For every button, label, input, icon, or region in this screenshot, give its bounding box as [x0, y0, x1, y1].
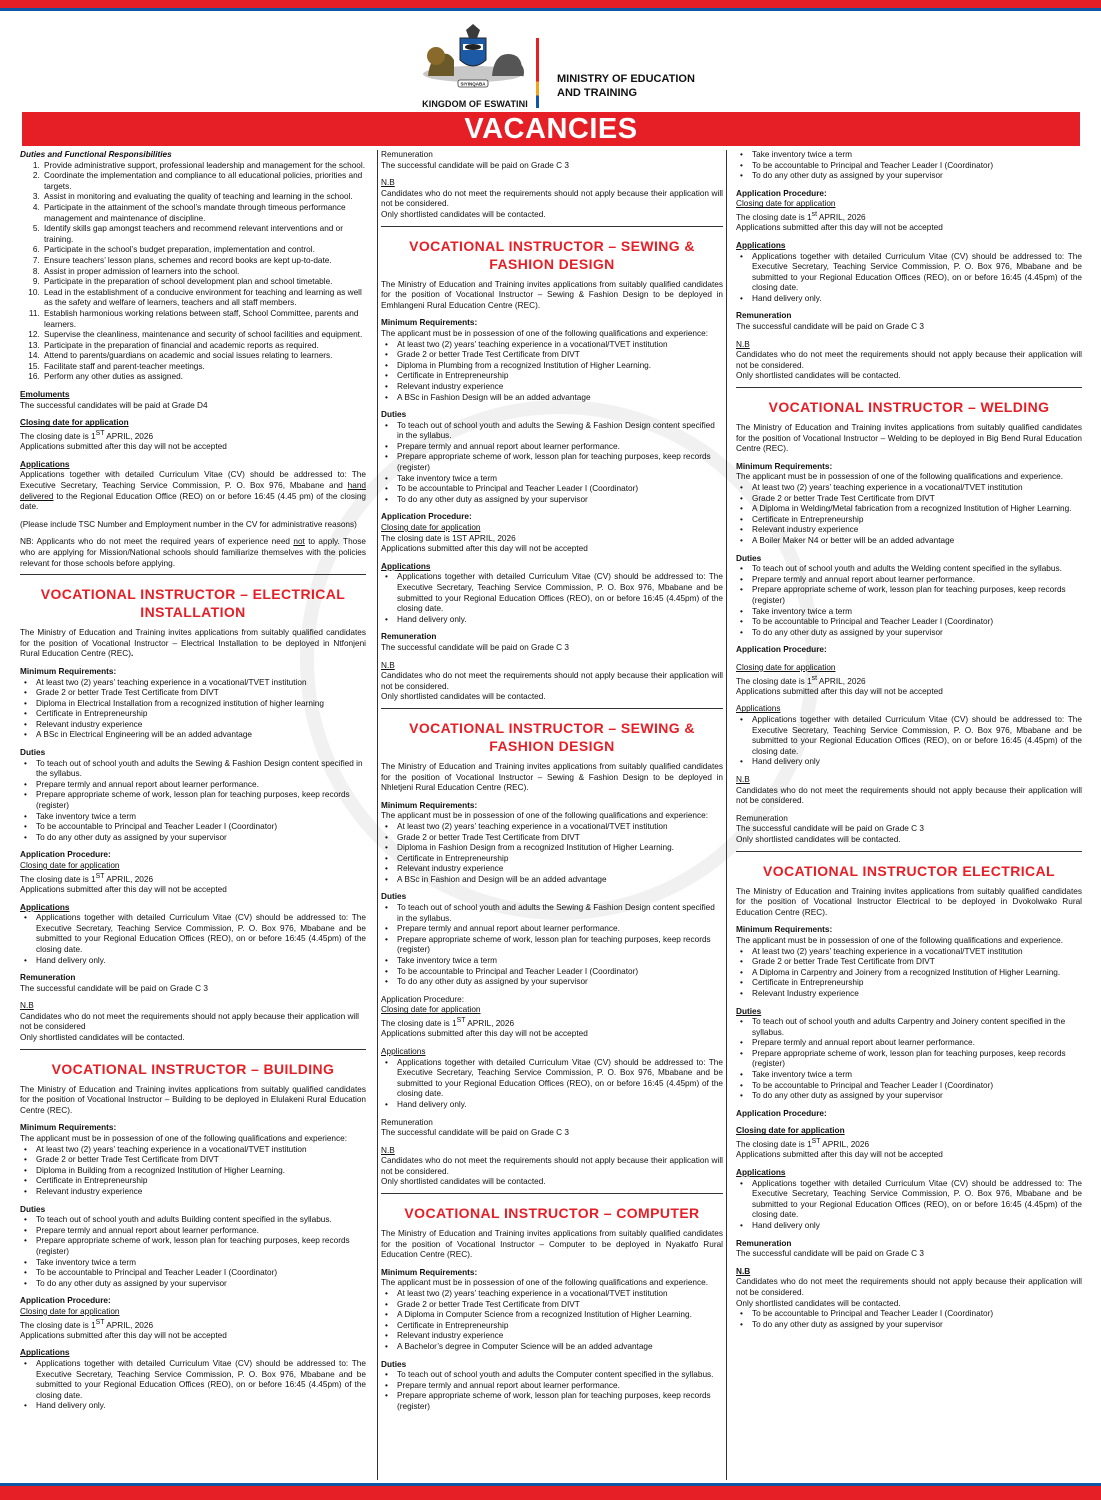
list-item: • To teach out of school youth and adults Carpentry and Joinery content specified in the syllabus. [752, 1017, 1082, 1038]
list-item: 1. Provide administrative support, professional leadership and management for the school. [42, 161, 366, 172]
closing-heading: Closing date for application [736, 199, 836, 209]
applications-heading: Applications [736, 240, 786, 250]
job-intro: The Ministry of Education and Training invites applications from suitably qualified candidates for the position of Vocational Instructor – Computer to be deployed in Nyakatfo Rural Education Centre (REC). [381, 1229, 723, 1260]
list-item: • At least two (2) years’ teaching experience in a vocational/TVET institution [397, 340, 723, 351]
closing-date: The closing date is 1ST APRIL, 2026 [20, 1318, 154, 1330]
list-item: • Applications together with detailed Curriculum Vitae (CV) should be addressed to: The Executive Secretary, Teaching Service Commission, P. O. Box 976, Mbabane and be submitted to your Regional Education Offices (REO), on or before 16:45 (4.45pm) of the closing date. [752, 715, 1082, 757]
nb-text: Candidates who do not meet the requirements should not apply because their application will not be considered. [381, 188, 723, 209]
min-req-heading: Minimum Requirements: [20, 1123, 117, 1133]
applications-list [736, 715, 1082, 768]
job-title-sewing-1: VOCATIONAL INSTRUCTOR – SEWING & FASHION DESIGN [409, 237, 695, 272]
duties-list [736, 150, 1082, 182]
remuneration-heading: Remuneration [736, 1238, 792, 1248]
vacancies-banner: VACANCIES [22, 112, 1080, 146]
remuneration-text: The successful candidate will be paid on Grade C 3 [736, 1249, 925, 1259]
list-item: • Prepare termly and annual report about learner performance. [752, 1038, 1082, 1049]
ministry-line-2: AND TRAINING [557, 87, 638, 99]
applications-heading: Applications [20, 459, 70, 469]
seal-motto: SIYINQABA [460, 81, 486, 87]
job-intro: The Ministry of Education and Training invites applications from suitably qualified candidates for the position of Vocational Instructor – Building to be deployed in Elulakeni Rural Education Centre (REC). [20, 1084, 366, 1115]
list-item: • Prepare termly and annual report about learner performance. [752, 575, 1082, 586]
flag-divider [536, 38, 539, 108]
list-item: • Take inventory twice a term [752, 607, 1082, 618]
list-item: • To be accountable to Principal and Teacher Leader I (Coordinator) [752, 1309, 1082, 1320]
list-item: 10. Lead in the establishment of a conducive environment for teaching and learning as well as the safety and welfare of learners, teachers and all staff members. [42, 288, 366, 309]
list-item: 4. Participate in the attainment of the school’s mandate through timeous performance management and maintenance of discipline. [42, 203, 366, 224]
duties-list [20, 1215, 366, 1289]
header [0, 14, 1101, 110]
remuneration-heading: Remuneration [736, 813, 788, 823]
list-item: • Take inventory twice a term [36, 812, 366, 823]
list-item: • A BSc in Fashion and Design will be an added advantage [397, 875, 723, 886]
list-item: • Certificate in Entrepreneurship [397, 371, 723, 382]
min-req-heading: Minimum Requirements: [736, 461, 833, 471]
closing-note: Applications submitted after this day will not be accepted [20, 1330, 227, 1340]
list-item: • Grade 2 or better Trade Test Certificate from DIVT [36, 688, 366, 699]
job-intro: The Ministry of Education and Training invites applications from suitably qualified candidates for the position of Vocational Instructor Electrical to be deployed in Dvokolwako Rural Education Centre (REC). [736, 886, 1082, 917]
list-item: • Prepare termly and annual report about learner performance. [36, 780, 366, 791]
requirements-list [20, 1145, 366, 1198]
list-item: • A Diploma in Computer Science from a recognized Institution of Higher Learning. [397, 1310, 723, 1321]
list-item: 13. Participate in the preparation of financial and academic reports as required. [42, 341, 366, 352]
job-intro: The Ministry of Education and Training invites applications from suitably qualified candidates for the position of Vocational Instructor – Sewing & Fashion Design to be deployed in Nhletjeni Rural Education Centre (REC). [381, 761, 723, 793]
applications-heading: Applications [736, 1167, 786, 1177]
closing-heading: Closing date for application [20, 418, 129, 428]
list-item: • Prepare appropriate scheme of work, lesson plan for teaching purposes, keep records (register) [397, 935, 723, 956]
list-item: • To teach out of school youth and adults the Computer content specified in the syllabus. [397, 1370, 723, 1381]
list-item: • A Diploma in Welding/Metal fabrication from a recognized Institution of Higher Learning. [752, 504, 1082, 515]
closing-date: The closing date is 1ST APRIL, 2026 [381, 1017, 515, 1028]
list-item: • At least two (2) years’ teaching experience in a vocational/TVET institution [397, 822, 723, 833]
min-req-heading: Minimum Requirements: [381, 318, 478, 328]
closing-heading: Closing date for application [20, 861, 120, 870]
list-item: • At least two (2) years’ teaching experience in a vocational/TVET institution [36, 1145, 366, 1156]
list-item: • A BSc in Fashion Design will be an added advantage [397, 393, 723, 404]
nb-heading: N.B [736, 339, 750, 349]
job-title-welding: VOCATIONAL INSTRUCTOR – WELDING [768, 399, 1050, 416]
shortlist-note: Only shortlisted candidates will be contacted. [381, 209, 546, 219]
nb-heading: N.B [736, 775, 750, 784]
column-1 [20, 150, 366, 1480]
closing-heading: Closing date for application [736, 662, 836, 672]
applications-list [381, 572, 723, 625]
min-req-heading: Minimum Requirements: [381, 1267, 478, 1277]
list-item: • Hand delivery only [752, 757, 1082, 768]
list-item: • Hand delivery only. [36, 956, 366, 967]
min-req-text: The applicant must be in possession of one of the following qualifications and experience. [381, 1278, 708, 1288]
duties-heading: Duties [381, 1359, 407, 1369]
emoluments-heading: Emoluments [20, 390, 70, 400]
duties-heading: Duties [381, 410, 407, 420]
closing-date: The closing date is 1ST APRIL, 2026 [20, 429, 154, 441]
duties-list [381, 1370, 723, 1412]
list-item: • Take inventory twice a term [397, 474, 723, 485]
min-req-heading: Minimum Requirements: [736, 925, 833, 935]
duties-list [20, 161, 366, 383]
nb-text: Candidates who do not meet the requirements should not apply because their application will not be considered [20, 1011, 359, 1032]
applications-heading: Applications [736, 704, 781, 714]
closing-date: The closing date is 1st APRIL, 2026 [736, 210, 866, 222]
list-item: • Certificate in Entrepreneurship [752, 978, 1082, 989]
list-item: • Grade 2 or better Trade Test Certificate from DIVT [397, 1300, 723, 1311]
list-item: 3. Assist in monitoring and evaluating the quality of teaching and learning in the school. [42, 192, 366, 203]
applications-heading: Applications [381, 1046, 426, 1056]
nb-text: Candidates who do not meet the requirements should not apply because their application will not be considered. [381, 1156, 723, 1176]
list-item: • Grade 2 or better Trade Test Certificate from DIVT [397, 350, 723, 361]
list-item: • To be accountable to Principal and Teacher Leader I (Coordinator) [752, 161, 1082, 172]
procedure-heading: Application Procedure: [381, 994, 465, 1004]
list-item: • Prepare appropriate scheme of work, lesson plan for teaching purposes, keep records (register) [752, 1049, 1082, 1070]
nb-note: NB: Applicants who do not meet the required years of experience need not to apply. Those who are applying for Mission/National schools should familiarize themselves with the policies relevant for those schools before applying. [20, 537, 366, 568]
nb-text: Candidates who do not meet the requirements should not apply because their application will not be considered. [736, 350, 1082, 370]
emoluments-text: The successful candidates will be paid at Grade D4 [20, 400, 208, 410]
duties-heading: Duties [736, 1006, 762, 1016]
requirements-list [736, 947, 1082, 1000]
list-item: • Hand delivery only. [397, 615, 723, 626]
min-req-text: The applicant must be in possession of one of the following qualifications and experience: [20, 1134, 347, 1144]
list-item: • Diploma in Plumbing from a recognized Institution of Higher Learning. [397, 361, 723, 372]
list-item: • At least two (2) years’ teaching experience in a vocational/TVET institution [752, 483, 1082, 494]
list-item: • Relevant Industry experience [752, 989, 1082, 1000]
procedure-heading: Application Procedure: [736, 188, 827, 198]
list-item: • Relevant industry experience [397, 864, 723, 875]
list-item: • Prepare termly and annual report about learner performance. [397, 924, 723, 935]
list-item: • To do any other duty as assigned by your supervisor [36, 1279, 366, 1290]
nb-heading: N.B [381, 1145, 395, 1155]
list-item: • Certificate in Entrepreneurship [397, 854, 723, 865]
job-intro: The Ministry of Education and Training invites applications from suitably qualified candidates for the position of Vocational Instructor – Electrical Installation to be deployed in Ntfonjeni Rural Education Centre (REC). [20, 628, 366, 659]
list-item: • Certificate in Entrepreneurship [36, 1176, 366, 1187]
job-title-sewing-2: VOCATIONAL INSTRUCTOR – SEWING & FASHION DESIGN [409, 719, 695, 754]
tsc-note: (Please include TSC Number and Employment number in the CV for administrative reasons) [20, 519, 357, 529]
list-item: • To be accountable to Principal and Teacher Leader I (Coordinator) [36, 822, 366, 833]
list-item: • Prepare appropriate scheme of work, lesson plan for teaching purposes, keep records (register) [397, 452, 723, 473]
job-title-computer: VOCATIONAL INSTRUCTOR – COMPUTER [404, 1205, 700, 1222]
requirements-list [381, 822, 723, 886]
applications-heading: Applications [381, 561, 431, 571]
list-item: • Take inventory twice a term [752, 1070, 1082, 1081]
list-item: • To be accountable to Principal and Teacher Leader I (Coordinator) [752, 1081, 1082, 1092]
list-item: • At least two (2) years’ teaching experience in a vocational/TVET institution [397, 1289, 723, 1300]
nb-heading: N.B [736, 1266, 751, 1276]
procedure-heading: Application Procedure: [20, 1296, 111, 1306]
remuneration-text: The successful candidate will be paid on Grade C 3 [20, 983, 209, 993]
closing-note: Applications submitted after this day will not be accepted [20, 884, 227, 894]
list-item: • To be accountable to Principal and Teacher Leader I (Coordinator) [397, 967, 723, 978]
procedure-heading: Application Procedure: [736, 1108, 827, 1118]
duties-heading: Duties [381, 892, 407, 902]
list-item: • Certificate in Entrepreneurship [397, 1321, 723, 1332]
list-item: 16. Perform any other duties as assigned. [42, 372, 366, 383]
duties-list [381, 421, 723, 506]
list-item: • Diploma in Fashion Design from a recognized Institution of Higher Learning. [397, 843, 723, 854]
remuneration-heading: Remuneration [381, 1117, 433, 1127]
list-item: • Hand delivery only. [36, 1401, 366, 1412]
applications-list [736, 252, 1082, 305]
list-item: • To do any other duty as assigned by your supervisor [752, 171, 1082, 182]
list-item: • Applications together with detailed Curriculum Vitae (CV) should be addressed to: The Executive Secretary, Teaching Service Commission, P. O. Box 976, Mbabane and be submitted to your Regional Education Offices (REO), on or before 16:45 (4.45pm) of the closing date. [752, 252, 1082, 294]
job-title-electrical-installation: VOCATIONAL INSTRUCTOR – ELECTRICAL INSTALLATION [40, 586, 346, 621]
closing-note: Applications submitted after this day will not be accepted [736, 223, 943, 233]
list-item: 5. Identify skills gap amongst teachers and recommend relevant interventions and or training. [42, 224, 366, 245]
list-item: • Prepare termly and annual report about learner performance. [397, 442, 723, 453]
procedure-heading: Application Procedure: [736, 645, 827, 655]
list-item: 9. Participate in the preparation of school development plan and school timetable. [42, 277, 366, 288]
applications-heading: Applications [20, 1348, 70, 1358]
list-item: • Prepare appropriate scheme of work, lesson plan for teaching purposes, keep records (register) [36, 790, 366, 811]
nb-text: Candidates who do not meet the requirements should not apply because their application will not be considered. [381, 671, 723, 691]
remuneration-text: The successful candidate will be paid on Grade C 3 [381, 1128, 570, 1138]
list-item: • Take inventory twice a term [752, 150, 1082, 161]
list-item: • Grade 2 or better Trade Test Certificate from DIVT [397, 833, 723, 844]
column-3 [736, 150, 1082, 1480]
list-item: 14. Attend to parents/guardians on academic and social issues relating to learners. [42, 351, 366, 362]
list-item: • Prepare appropriate scheme of work, lesson plan for teaching purposes, keep records (register) [397, 1391, 723, 1412]
list-item: • Hand delivery only [752, 1221, 1082, 1232]
list-item: • Certificate in Entrepreneurship [752, 515, 1082, 526]
list-item: • Grade 2 or better Trade Test Certificate from DIVT [752, 494, 1082, 505]
nb-heading: N.B [381, 660, 395, 670]
remuneration-text: The successful candidate will be paid on Grade C 3 [381, 642, 570, 652]
column-2 [377, 150, 727, 1480]
list-item: • Relevant industry experience [36, 1187, 366, 1198]
procedure-heading: Application Procedure: [381, 512, 472, 522]
list-item: • Prepare termly and annual report about learner performance. [397, 1381, 723, 1392]
applications-list [20, 1359, 366, 1412]
applications-heading: Applications [20, 902, 70, 912]
list-item: 6. Participate in the school’s budget preparation, implementation and control. [42, 245, 366, 256]
list-item: • To teach out of school youth and adults Building content specified in the syllabus. [36, 1215, 366, 1226]
job-title-electrical: VOCATIONAL INSTRUCTOR ELECTRICAL [762, 862, 1056, 879]
duties-heading: Duties [20, 748, 46, 758]
shortlist-note: Only shortlisted candidates will be contacted. [381, 1177, 546, 1187]
nb-heading: N.B [20, 1001, 34, 1011]
requirements-list [381, 340, 723, 404]
top-red-stripe [0, 0, 1101, 8]
shortlist-note: Only shortlisted candidates will be contacted. [20, 1033, 185, 1043]
list-item: • To teach out of school youth and adults the Welding content specified in the syllabus. [752, 564, 1082, 575]
job-title-building: VOCATIONAL INSTRUCTOR – BUILDING [51, 1060, 335, 1077]
bottom-red-stripe [0, 1486, 1101, 1500]
duties-heading: Duties and Functional Responsibilities [20, 150, 172, 159]
list-item: • Relevant industry experience [752, 525, 1082, 536]
duties-heading: Duties [20, 1204, 46, 1214]
list-item: • A Boiler Maker N4 or better will be an added advantage [752, 536, 1082, 547]
list-item: • Grade 2 or better Trade Test Certificate from DIVT [36, 1155, 366, 1166]
list-item: • To teach out of school youth and adults the Sewing & Fashion Design content specified in the syllabus. [36, 759, 366, 780]
list-item: 8. Assist in proper admission of learners into the school. [42, 267, 366, 278]
ministry-title [557, 72, 695, 100]
requirements-list [20, 678, 366, 742]
remuneration-heading: Remuneration [736, 311, 792, 321]
list-item: • To do any other duty as assigned by your supervisor [752, 628, 1082, 639]
list-item: • To do any other duty as assigned by your supervisor [36, 833, 366, 844]
nb-text: Candidates who do not meet the requirements should not apply because their application will not be considered. [736, 785, 1082, 806]
applications-list [736, 1179, 1082, 1232]
nb-heading: N.B [381, 178, 395, 188]
list-item: 7. Ensure teachers’ lesson plans, schemes and record books are kept up-to-date. [42, 256, 366, 267]
list-item: • Applications together with detailed Curriculum Vitae (CV) should be addressed to: The Executive Secretary, Teaching Service Commission, P. O. Box 976, Mbabane and be submitted to your Regional Education Offices (REO), on or before 16:45 (4.45pm) of the closing date. [752, 1179, 1082, 1221]
list-item: • Hand delivery only. [397, 1100, 723, 1111]
list-item: • Relevant industry experience [397, 1331, 723, 1342]
duties-list [20, 759, 366, 844]
shortlist-note: Only shortlisted candidates will be contacted. [381, 692, 546, 702]
closing-note: Applications submitted after this day will not be accepted [736, 686, 943, 696]
list-item: • To do any other duty as assigned by your supervisor [397, 977, 723, 988]
applications-text: Applications together with detailed Curriculum Vitae (CV) should be addressed to: The Executive Secretary, Teaching Service Commission, P. O. Box 976, Mbabane and hand delivered to the Regional Education Office (REO) on or before 16:45 (4.45 pm) of the closing date. [20, 470, 366, 512]
list-item: • To do any other duty as assigned by your supervisor [752, 1320, 1082, 1331]
list-item: • To do any other duty as assigned by your supervisor [397, 495, 723, 506]
list-item: 12. Supervise the cleanliness, maintenance and security of school facilities and equipment. [42, 330, 366, 341]
remuneration-text: The successful candidate will be paid on Grade C 3 [736, 824, 925, 834]
applications-list [20, 913, 366, 966]
nb-text: Candidates who do not meet the requirements should not apply because their application will not be considered. [736, 1277, 1082, 1297]
closing-date: The closing date is 1st APRIL, 2026 [736, 674, 866, 686]
list-item: • At least two (2) years’ teaching experience in a vocational/TVET institution [752, 947, 1082, 958]
list-item: • Diploma in Electrical Installation from a recognized institution of higher learning [36, 699, 366, 710]
list-item: • Applications together with detailed Curriculum Vitae (CV) should be addressed to: The Executive Secretary, Teaching Service Commission, P. O. Box 976, Mbabane and be submitted to your Regional Education Offices (REO), on or before 16:45 (4.45pm) of the closing date. [397, 572, 723, 614]
kingdom-label: KINGDOM OF ESWATINI [422, 99, 528, 109]
list-item: • Applications together with detailed Curriculum Vitae (CV) should be addressed to: The Executive Secretary, Teaching Service Commission, P. O. Box 976, Mbabane and be submitted to your Regional Education Offices (REO), on or before 16:45 (4.45pm) of the closing date. [397, 1058, 723, 1100]
duties-heading: Duties [736, 553, 762, 563]
min-req-text: The applicant must be in possession of one of the following qualifications and experience. [736, 935, 1063, 945]
closing-note: Applications submitted after this day will not be accepted [20, 442, 227, 452]
procedure-heading: Application Procedure: [20, 850, 111, 860]
list-item: • Applications together with detailed Curriculum Vitae (CV) should be addressed to: The Executive Secretary, Teaching Service Commission, P. O. Box 976, Mbabane and be submitted to your Regional Education Offices (REO), on or before 16:45 (4.45pm) of the closing date. [36, 1359, 366, 1401]
list-item: • Take inventory twice a term [397, 956, 723, 967]
shortlist-note: Only shortlisted candidates will be contacted. [736, 834, 901, 844]
duties-list [381, 903, 723, 988]
list-item: • Grade 2 or better Trade Test Certificate from DIVT [752, 957, 1082, 968]
duties-list [736, 1309, 1082, 1330]
requirements-list [736, 483, 1082, 547]
list-item: • A Diploma in Carpentry and Joinery from a recognized Institution of Higher Learning. [752, 968, 1082, 979]
list-item: • To be accountable to Principal and Teacher Leader I (Coordinator) [397, 484, 723, 495]
closing-note: Applications submitted after this day will not be accepted [736, 1150, 943, 1160]
closing-note: Applications submitted after this day will not be accepted [381, 544, 588, 554]
list-item: • At least two (2) years’ teaching experience in a vocational/TVET institution [36, 678, 366, 689]
list-item: • A Bachelor’s degree in Computer Science will be an added advantage [397, 1342, 723, 1353]
shortlist-note: Only shortlisted candidates will be contacted. [736, 1298, 901, 1308]
job-intro: The Ministry of Education and Training invites applications from suitably qualified candidates for the position of Vocational Instructor – Welding to be deployed in Big Bend Rural Education Centre (REC). [736, 423, 1082, 454]
list-item: 15. Facilitate staff and parent-teacher meetings. [42, 362, 366, 373]
list-item: • Relevant industry experience [397, 382, 723, 393]
list-item: 2. Coordinate the implementation and compliance to all educational policies, priorities and targets. [42, 171, 366, 192]
list-item: 11. Establish harmonious working relations between staff, School Committee, parents and learners. [42, 309, 366, 330]
closing-date: The closing date is 1ST APRIL, 2026 [20, 872, 154, 884]
remuneration-text: The successful candidate will be paid on Grade C 3 [381, 160, 570, 170]
closing-date: The closing date is 1ST APRIL, 2026 [736, 1138, 870, 1149]
top-blue-stripe [0, 8, 1101, 11]
ministry-line-1: MINISTRY OF EDUCATION [557, 73, 695, 85]
list-item: • Prepare appropriate scheme of work, lesson plan for teaching purposes, keep records (register) [36, 1236, 366, 1257]
remuneration-heading: Remuneration [20, 973, 76, 983]
list-item: • To teach out of school youth and adults the Sewing & Fashion Design content specified in the syllabus. [397, 903, 723, 924]
applications-list [381, 1058, 723, 1111]
list-item: • To be accountable to Principal and Teacher Leader I (Coordinator) [36, 1268, 366, 1279]
closing-date: The closing date is 1ST APRIL, 2026 [381, 533, 516, 543]
coat-of-arms-icon [418, 24, 528, 96]
list-item: • Prepare termly and annual report about learner performance. [36, 1226, 366, 1237]
list-item: • Applications together with detailed Curriculum Vitae (CV) should be addressed to: The Executive Secretary, Teaching Service Commission, P. O. Box 976, Mbabane and be submitted to your Regional Education Offices (REO), on or before 16:45 (4.45pm) of the closing date. [36, 913, 366, 955]
remuneration-heading: Remuneration [381, 150, 433, 159]
shortlist-note: Only shortlisted candidates will be contacted. [736, 371, 901, 381]
min-req-text: The applicant must be in possession of one of the following qualifications and experience. [736, 472, 1063, 482]
closing-heading: Closing date for application [736, 1126, 845, 1136]
duties-list [736, 564, 1082, 638]
min-req-text: The applicant must be in possession of one of the following qualifications and experience: [381, 328, 708, 338]
closing-note: Applications submitted after this day will not be accepted [381, 1029, 588, 1039]
list-item: • To be accountable to Principal and Teacher Leader I (Coordinator) [752, 617, 1082, 628]
duties-list [736, 1017, 1082, 1102]
list-item: • Certificate in Entrepreneurship [36, 709, 366, 720]
closing-heading: Closing date for application [381, 523, 481, 533]
requirements-list [381, 1289, 723, 1353]
closing-heading: Closing date for application [20, 1306, 120, 1316]
job-intro: The Ministry of Education and Training invites applications from suitably qualified candidates for the position of Vocational Instructor – Sewing & Fashion Design to be deployed in Emhlangeni Rural Education Centre (REC). [381, 279, 723, 310]
min-req-heading: Minimum Requirements: [20, 666, 117, 676]
remuneration-heading: Remuneration [381, 632, 437, 642]
list-item: • A BSc in Electrical Engineering will be an added advantage [36, 730, 366, 741]
list-item: • Hand delivery only. [752, 294, 1082, 305]
list-item: • To teach out of school youth and adults the Sewing & Fashion Design content specified in the syllabus. [397, 421, 723, 442]
list-item: • Relevant industry experience [36, 720, 366, 731]
list-item: • Take inventory twice a term [36, 1258, 366, 1269]
closing-heading: Closing date for application [381, 1005, 481, 1015]
min-req-text: The applicant must be in possession of one of the following qualifications and experience: [381, 811, 708, 821]
list-item: • Diploma in Building from a recognized Institution of Higher Learning. [36, 1166, 366, 1177]
min-req-heading: Minimum Requirements: [381, 800, 478, 810]
remuneration-text: The successful candidate will be paid on Grade C 3 [736, 322, 925, 332]
list-item: • To do any other duty as assigned by your supervisor [752, 1091, 1082, 1102]
list-item: • Prepare appropriate scheme of work, lesson plan for teaching purposes, keep records (register) [752, 585, 1082, 606]
